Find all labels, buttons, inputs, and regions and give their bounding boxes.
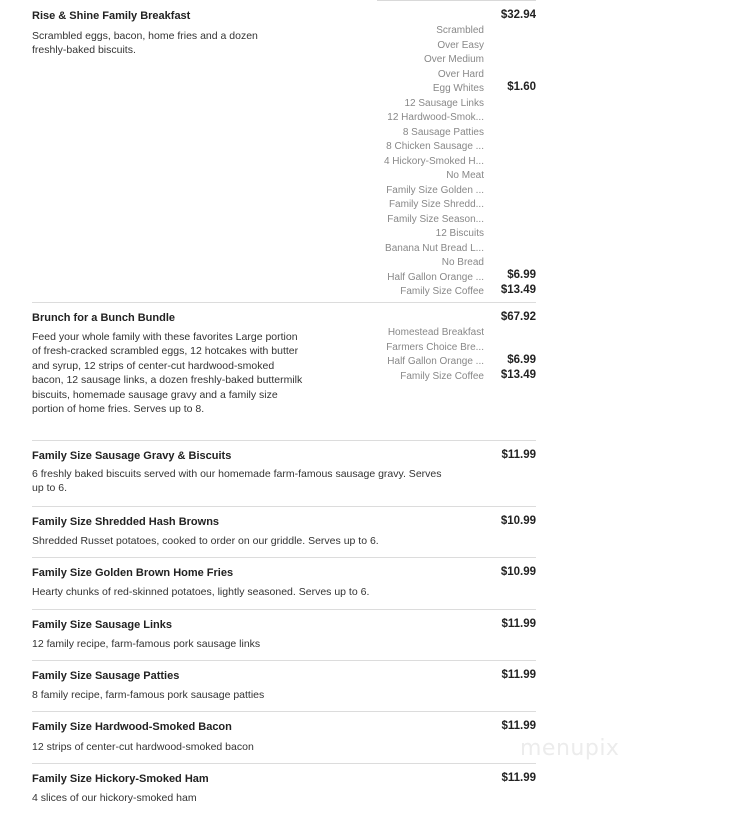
- item-description: Scrambled eggs, bacon, home fries and a dozen freshly-baked biscuits.: [32, 30, 258, 57]
- option-label[interactable]: No Bread: [441, 257, 484, 268]
- item-description: Shredded Russet potatoes, cooked to order on our griddle. Serves up to 6.: [32, 535, 379, 547]
- option-label[interactable]: Family Size Coffee: [400, 370, 484, 382]
- item-name: Rise & Shine Family Breakfast: [32, 10, 191, 22]
- item-name: Family Size Hardwood-Smoked Bacon: [32, 721, 232, 733]
- item-price: $11.99: [501, 772, 536, 784]
- option-label[interactable]: Family Size Coffee: [400, 286, 484, 297]
- item-price: $32.94: [500, 9, 536, 21]
- option-label[interactable]: Family Size Shredd...: [388, 199, 484, 210]
- option-label[interactable]: Farmers Choice Bre...: [386, 341, 484, 353]
- item-name: Brunch for a Bunch Bundle: [32, 312, 175, 324]
- watermark-logo: [520, 728, 640, 768]
- option-label[interactable]: 12 Hardwood-Smok...: [387, 112, 484, 123]
- option-label[interactable]: 8 Chicken Sausage ...: [386, 141, 484, 152]
- menu-item-sausage-gravy[interactable]: [32, 441, 536, 505]
- option-label[interactable]: 4 Hickory-Smoked H...: [383, 155, 484, 167]
- option-label[interactable]: 8 Sausage Patties: [402, 126, 484, 138]
- menu-item-brunch-bundle[interactable]: [32, 303, 536, 438]
- item-name: Family Size Golden Brown Home Fries: [32, 567, 234, 579]
- item-price: $11.99: [501, 449, 536, 461]
- menu-item-bacon[interactable]: [32, 712, 536, 762]
- option-price: $13.49: [500, 369, 536, 381]
- item-price: $11.99: [501, 720, 536, 732]
- item-description: 12 family recipe, farm-famous pork sausage links: [32, 638, 261, 650]
- option-label[interactable]: Scrambled: [436, 25, 484, 36]
- item-price: $11.99: [501, 669, 536, 681]
- item-description: Feed your whole family with these favorites Large portion of fresh-cracked scrambled eggs, 12 hotcakes with butter and syrup, 12 strips of center-cut hardwood-smoked bacon, 12 sausage links, a dozen freshly-baked buttermilk biscuits, homemade sausage gravy and a family size portion of home fries. Serves up to 8.: [32, 331, 303, 416]
- option-price: $1.60: [507, 81, 536, 93]
- item-name: Family Size Sausage Gravy & Biscuits: [32, 450, 232, 462]
- option-label[interactable]: Half Gallon Orange ...: [387, 356, 484, 367]
- option-label[interactable]: Egg Whites: [432, 83, 484, 94]
- menu-item-sausage-links[interactable]: [32, 610, 536, 660]
- option-price: $13.49: [500, 284, 536, 296]
- menu-item-rise-shine[interactable]: [32, 0, 536, 300]
- option-label[interactable]: 12 Biscuits: [435, 228, 484, 239]
- option-price: $6.99: [507, 354, 536, 366]
- item-name: Family Size Shredded Hash Browns: [32, 516, 220, 528]
- option-label[interactable]: Half Gallon Orange ...: [387, 271, 484, 283]
- item-description: 12 strips of center-cut hardwood-smoked bacon: [32, 741, 254, 753]
- watermark-text: menupix: [520, 736, 620, 761]
- item-name: Family Size Sausage Links: [32, 619, 173, 631]
- option-label[interactable]: Over Hard: [437, 68, 484, 80]
- item-description: 8 family recipe, farm-famous pork sausage patties: [32, 689, 265, 701]
- menu-item-home-fries[interactable]: [32, 558, 536, 608]
- option-label[interactable]: Over Easy: [437, 39, 484, 51]
- option-label[interactable]: No Meat: [446, 170, 484, 181]
- item-description: 4 slices of our hickory-smoked ham: [32, 792, 197, 804]
- option-price: $6.99: [507, 269, 536, 281]
- item-price: $67.92: [500, 311, 536, 323]
- option-label[interactable]: 12 Sausage Links: [404, 97, 484, 109]
- item-name: Family Size Sausage Patties: [32, 670, 180, 682]
- option-label[interactable]: Banana Nut Bread L...: [385, 242, 484, 254]
- option-label[interactable]: Over Medium: [423, 54, 484, 65]
- menu-item-ham[interactable]: [32, 764, 536, 814]
- item-price: $11.99: [501, 618, 536, 630]
- menu-item-hash-browns[interactable]: [32, 507, 536, 557]
- option-label[interactable]: Family Size Season...: [387, 213, 484, 225]
- item-price: $10.99: [500, 566, 536, 578]
- item-description: Hearty chunks of red-skinned potatoes, lightly seasoned. Serves up to 6.: [32, 586, 370, 598]
- option-label[interactable]: Family Size Golden ...: [386, 184, 484, 196]
- option-label[interactable]: Homestead Breakfast: [387, 327, 484, 338]
- item-description: 6 freshly baked biscuits served with our homemade farm-famous sausage gravy. Serves up to 6.: [32, 468, 442, 495]
- item-price: $10.99: [500, 515, 536, 527]
- item-name: Family Size Hickory-Smoked Ham: [32, 773, 209, 785]
- menu-item-sausage-patties[interactable]: [32, 661, 536, 711]
